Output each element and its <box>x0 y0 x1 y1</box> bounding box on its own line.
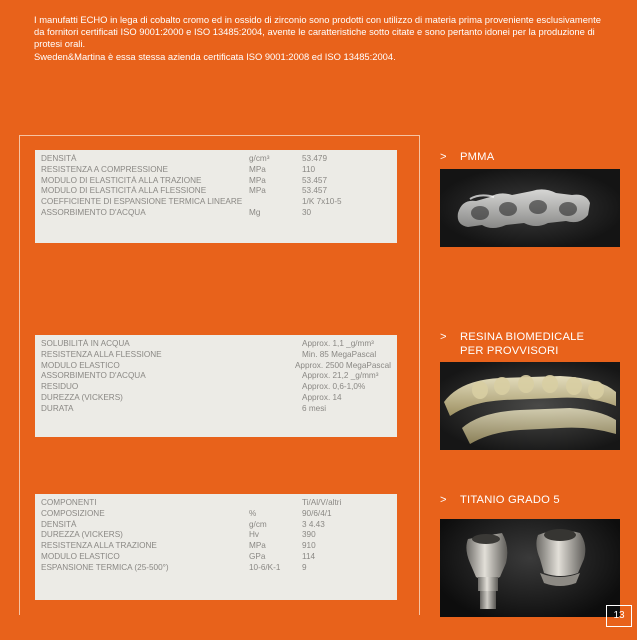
property-value: 3 4.43 <box>302 519 325 529</box>
property-unit: % <box>249 508 257 518</box>
property-name: ESPANSIONE TERMICA (25-500°) <box>41 562 169 572</box>
property-name: COMPOSIZIONE <box>41 508 105 518</box>
property-name: RESISTENZA ALLA TRAZIONE <box>41 541 157 551</box>
property-value: Approx. 21,2 _g/mm³ <box>302 371 379 381</box>
chevron-right-icon: > <box>440 151 447 163</box>
property-value: Approx. 14 <box>302 392 342 402</box>
pmma-properties-table <box>35 150 397 243</box>
material-label-line2: PER PROVVISORI <box>460 344 559 357</box>
table-row <box>41 176 391 187</box>
material-heading-resin <box>440 331 584 358</box>
table-row <box>41 339 391 350</box>
property-value: 90/6/4/1 <box>302 508 332 518</box>
table-row <box>41 393 391 404</box>
property-unit: Mg <box>249 207 261 217</box>
titanium-abutment-image <box>440 519 620 617</box>
titanium-properties-table <box>35 494 397 600</box>
property-unit <box>249 393 302 404</box>
pmma-bridge-photo <box>440 169 620 247</box>
table-row <box>41 552 391 563</box>
property-value: Ti/Al/V/altri <box>302 498 342 507</box>
property-name: MODULO ELASTICO <box>41 551 120 561</box>
property-value: Approx. 1,1 _g/mm³ <box>302 339 374 348</box>
table-row <box>41 382 391 393</box>
page-number: 13 <box>606 605 632 627</box>
property-unit: MPa <box>249 186 266 196</box>
property-name: RESISTENZA A COMPRESSIONE <box>41 164 168 174</box>
property-value: 910 <box>302 541 316 551</box>
table-row <box>41 404 391 415</box>
property-name: COMPONENTI <box>41 498 97 507</box>
table-row <box>41 350 391 361</box>
property-value: Approx. 0,6-1,0% <box>302 382 366 392</box>
property-value: 53.479 <box>302 154 328 163</box>
resin-arch-image <box>440 362 620 450</box>
property-value: 53.457 <box>302 186 328 196</box>
property-unit: MPa <box>249 541 266 551</box>
property-name: MODULO DI ELASTICITÀ ALLA FLESSIONE <box>41 186 207 196</box>
property-name: MODULO DI ELASTICITÀ ALLA TRAZIONE <box>41 175 202 185</box>
table-row <box>41 509 391 520</box>
pmma-bridge-image <box>440 169 620 247</box>
intro-text <box>34 14 604 63</box>
chevron-right-icon: > <box>440 494 447 506</box>
titanium-abutment-photo <box>440 519 620 617</box>
property-value: 9 <box>302 562 307 572</box>
table-row <box>41 563 391 574</box>
property-unit <box>249 404 302 415</box>
property-unit <box>243 361 295 372</box>
property-unit <box>249 371 302 382</box>
property-unit: Hv <box>249 530 260 540</box>
table-row <box>41 186 391 197</box>
property-name: ASSORBIMENTO D'ACQUA <box>41 371 146 381</box>
property-name: DENSITÀ <box>41 519 77 529</box>
resin-properties-table <box>35 335 397 437</box>
table-row <box>41 208 391 219</box>
property-name: ASSORBIMENTO D'ACQUA <box>41 207 146 217</box>
property-value: 1/K 7x10-5 <box>302 197 342 207</box>
property-name: DURATA <box>41 403 74 413</box>
table-row <box>41 165 391 176</box>
table-row <box>41 541 391 552</box>
material-heading-pmma <box>440 151 494 165</box>
material-label: RESINA BIOMEDICALE <box>460 331 585 343</box>
table-row <box>41 197 391 208</box>
property-name: DENSITÀ <box>41 154 77 163</box>
property-name: RESISTENZA ALLA FLESSIONE <box>41 349 162 359</box>
property-value: Min. 85 MegaPascal <box>302 349 377 359</box>
property-unit <box>249 339 302 350</box>
property-unit: MPa <box>249 175 266 185</box>
property-value: 30 <box>302 207 312 217</box>
material-label: TITANIO GRADO 5 <box>460 494 560 506</box>
property-name: SOLUBILITÀ IN ACQUA <box>41 339 130 348</box>
table-row <box>41 520 391 531</box>
intro-paragraph-2: Sweden&Martina è essa stessa azienda certificata ISO 9001:2008 ed ISO 13485:2004. <box>34 50 396 62</box>
property-unit: g/cm³ <box>249 154 270 163</box>
property-value: 53.457 <box>302 175 328 185</box>
material-label: PMMA <box>460 151 495 163</box>
property-unit: MPa <box>249 164 266 174</box>
table-row <box>41 530 391 541</box>
property-name: COEFFICIENTE DI ESPANSIONE TERMICA LINEARE <box>41 197 243 207</box>
table-row <box>41 371 391 382</box>
property-name: MODULO ELASTICO <box>41 360 120 370</box>
intro-paragraph-1: I manufatti ECHO in lega di cobalto cromo ed in ossido di zirconio sono prodotti con utilizzo di materia prima proveniente esclusivamente da fornitori certificati ISO 9001:2000 e ISO 13485:2004, avente le caratteristiche sotto citate e sono pertanto idonei per la produzione di protesi orali. <box>34 14 601 50</box>
property-unit <box>249 382 302 393</box>
property-value: 390 <box>302 530 316 540</box>
property-unit <box>249 498 302 509</box>
property-unit: GPa <box>249 551 266 561</box>
property-value: Approx. 2500 MegaPascal <box>294 360 391 370</box>
property-value: 114 <box>302 551 316 561</box>
table-row <box>41 154 391 165</box>
table-row <box>41 498 391 509</box>
resin-provisional-photo <box>440 362 620 450</box>
property-unit <box>249 350 302 361</box>
property-name: DUREZZA (VICKERS) <box>41 392 123 402</box>
material-heading-titanium <box>440 494 560 508</box>
property-unit <box>249 197 302 208</box>
table-row <box>41 361 391 372</box>
property-name: RESIDUO <box>41 382 79 392</box>
property-value: 6 mesi <box>302 403 327 413</box>
property-name: DUREZZA (VICKERS) <box>41 530 123 540</box>
property-unit: g/cm <box>249 519 267 529</box>
property-unit: 10-6/K-1 <box>249 562 281 572</box>
chevron-right-icon: > <box>440 331 447 343</box>
property-value: 110 <box>302 164 316 174</box>
